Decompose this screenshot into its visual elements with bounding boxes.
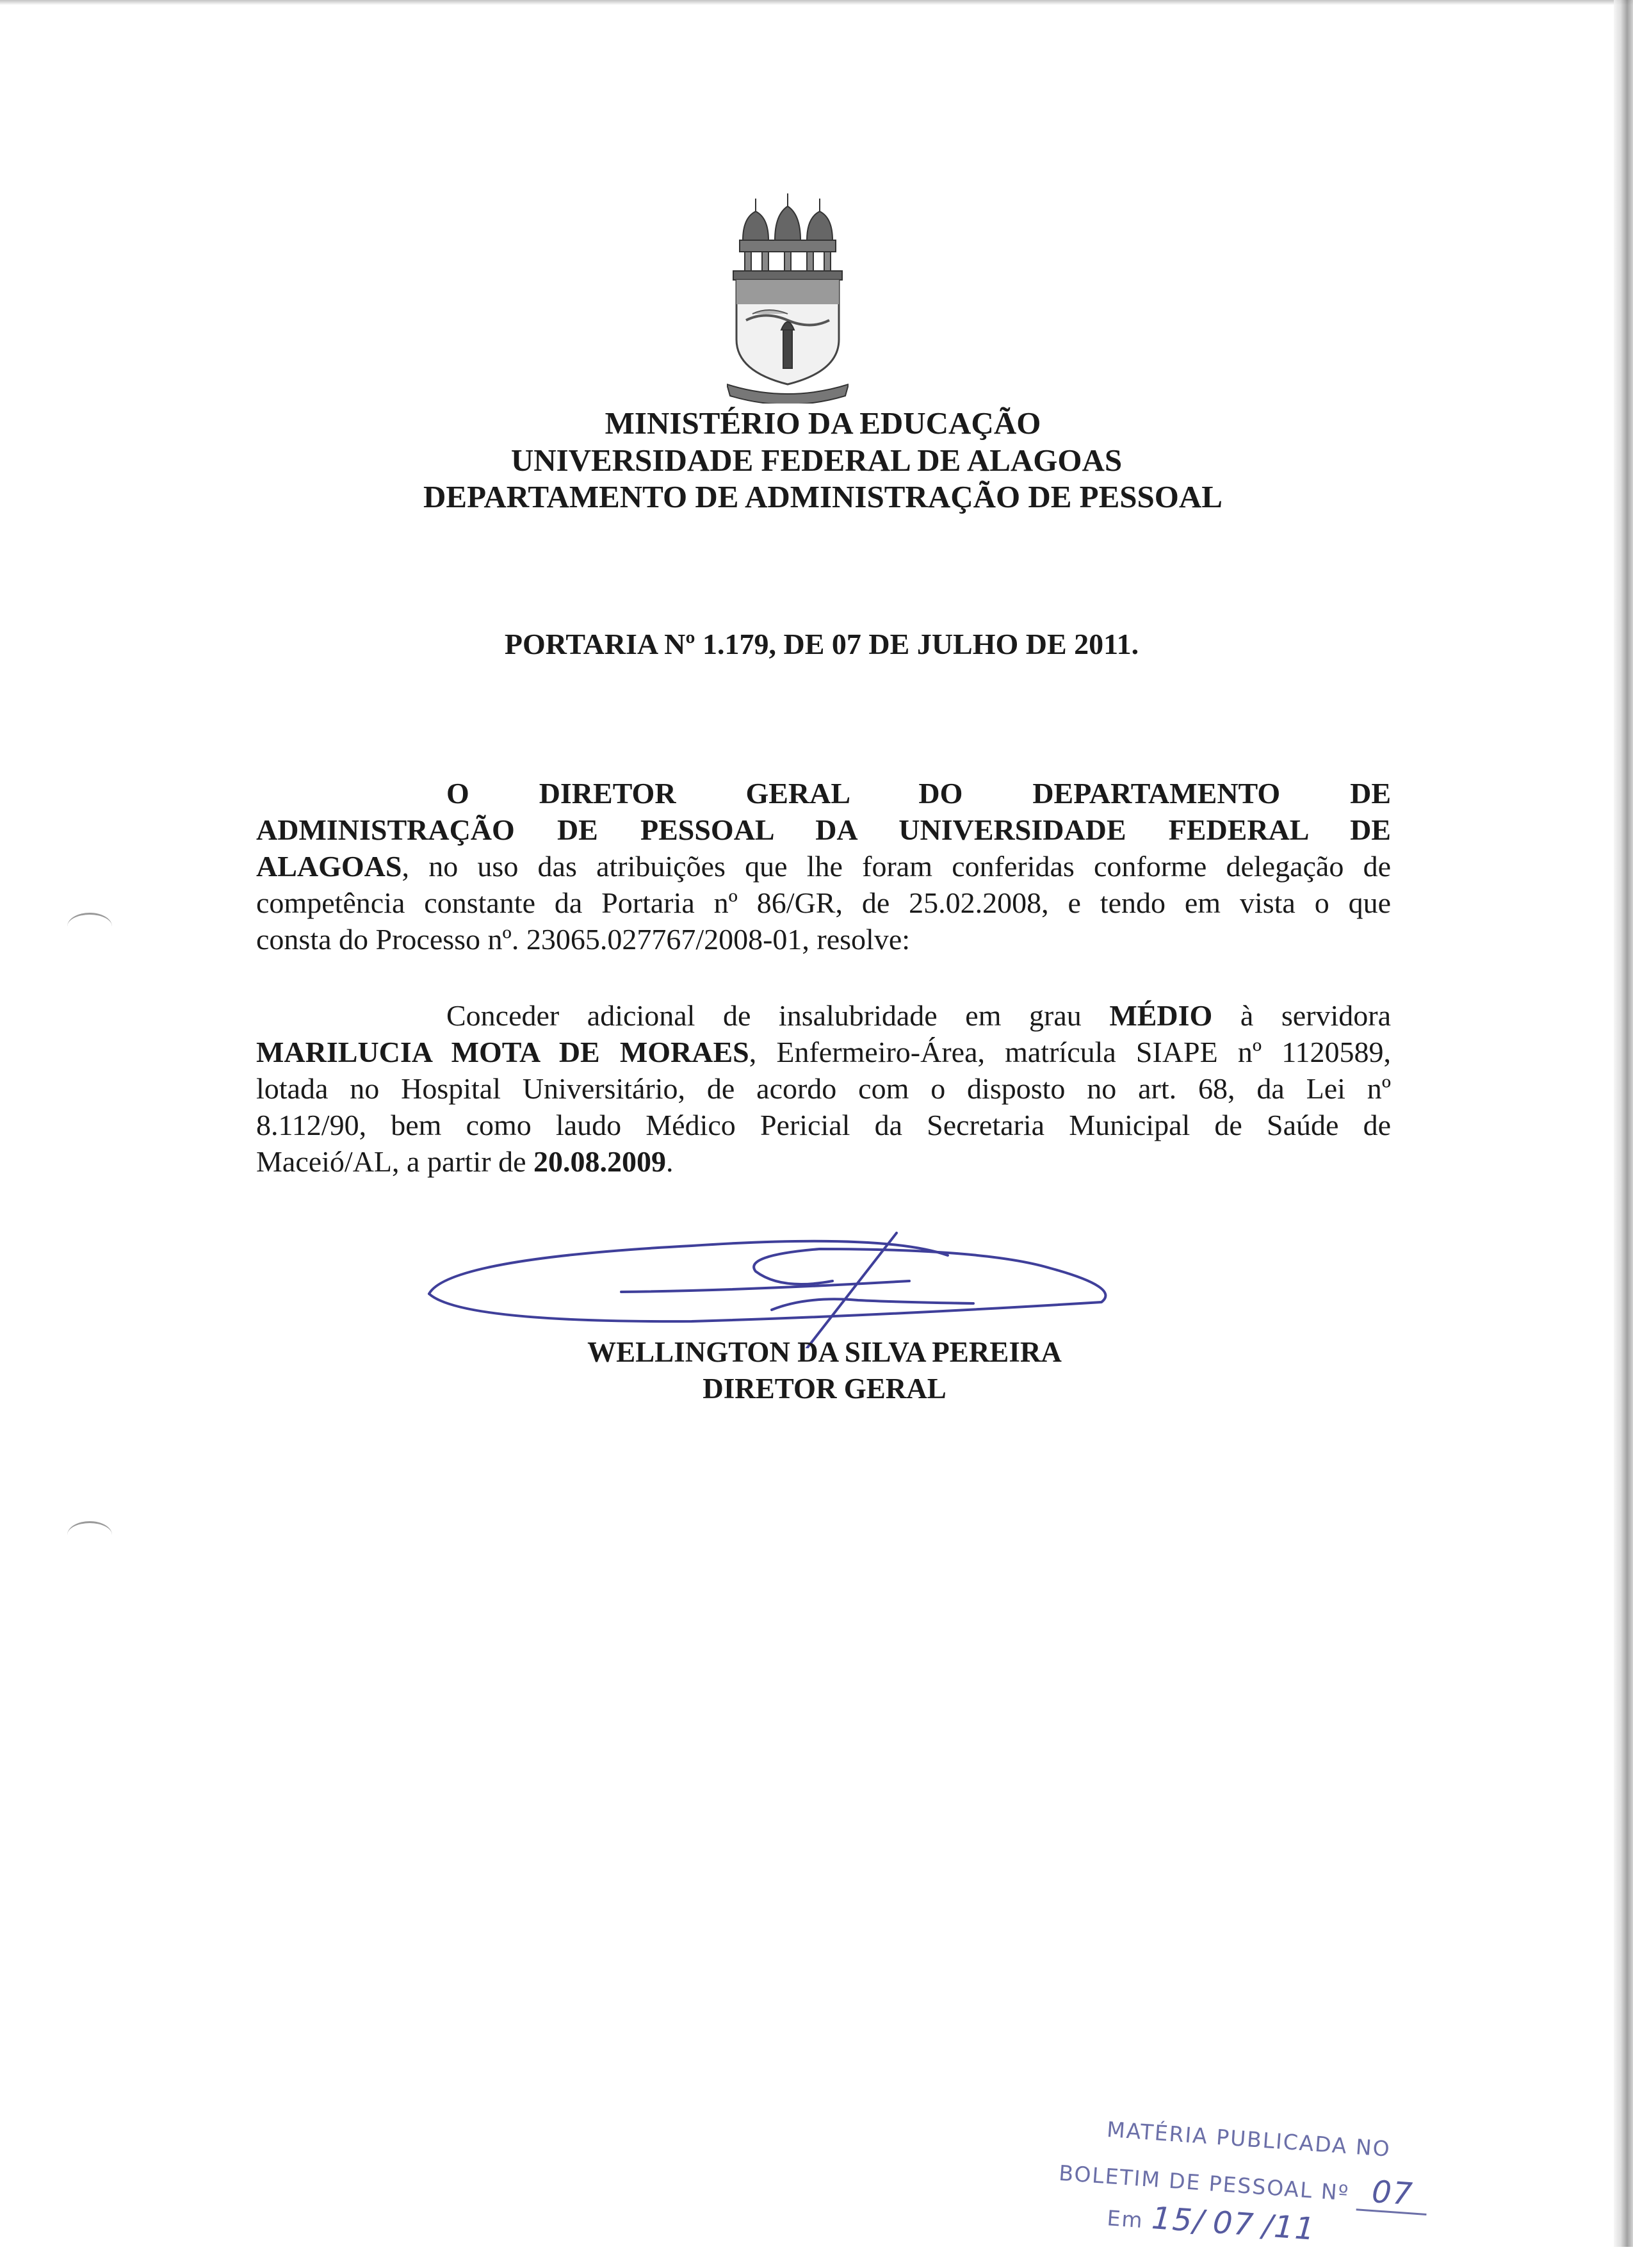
header-university: UNIVERSIDADE FEDERAL DE ALAGOAS xyxy=(510,443,1123,478)
text-span: , no uso das atribuições que lhe foram conferidas conforme delegação de xyxy=(402,850,1391,883)
bold-text: MARILUCIA MOTA DE MORAES xyxy=(256,1036,749,1068)
stamp-date-month: 07 xyxy=(1212,2204,1256,2244)
stamp-line-1: MATÉRIA PUBLICADA NO xyxy=(1106,2116,1392,2162)
text-span: , Enfermeiro-Área, matrícula SIAPE nº 1120589, xyxy=(749,1036,1391,1068)
paragraph-line xyxy=(256,997,1391,1034)
stamp-date-sep: / xyxy=(1261,2208,1276,2245)
signatory-role: DIRETOR GERAL xyxy=(703,1373,946,1405)
paragraph-line: consta do Processo nº. 23065.027767/2008-01, resolve: xyxy=(256,923,911,956)
bold-text: 20.08.2009 xyxy=(533,1145,666,1178)
paragraph-line: 8.112/90, bem como laudo Médico Pericial da Secretaria Municipal de Saúde de xyxy=(256,1109,1391,1141)
paragraph-line xyxy=(256,848,1391,885)
paragraph-line: ADMINISTRAÇÃO DE PESSOAL DA UNIVERSIDADE FEDERAL DE xyxy=(256,813,1391,846)
portaria-title: PORTARIA Nº 1.179, DE 07 DE JULHO DE 2011. xyxy=(504,628,1139,660)
university-crest-icon xyxy=(727,192,849,404)
text-span: à servidora xyxy=(1212,999,1391,1032)
bold-text: ALAGOAS xyxy=(256,850,402,883)
paragraph-line xyxy=(256,1143,1391,1180)
header-ministry: MINISTÉRIO DA EDUCAÇÃO xyxy=(605,405,1041,441)
text-word: GERAL xyxy=(745,777,849,810)
text-word: DE xyxy=(1350,777,1391,810)
stamp-date-year: 11 xyxy=(1272,2208,1317,2248)
paragraph-preamble xyxy=(256,775,1391,958)
scan-edge-top xyxy=(0,0,1633,5)
text-word: DEPARTAMENTO xyxy=(1032,777,1281,810)
stamp-date-sep: / xyxy=(1192,2203,1206,2240)
bold-text: MÉDIO xyxy=(1109,999,1213,1032)
stamp-label: Em xyxy=(1106,2205,1145,2233)
text-span: Maceió/AL, a partir de xyxy=(256,1145,533,1178)
text-word: DO xyxy=(918,777,963,810)
paragraph-line xyxy=(256,775,1391,812)
stamp-bulletin-number: 07 xyxy=(1356,2173,1429,2215)
publication-stamp xyxy=(1054,2114,1446,2268)
signatory-name: WELLINGTON DA SILVA PEREIRA xyxy=(587,1336,1062,1368)
paragraph-line: competência constante da Portaria nº 86/GR, de 25.02.2008, e tendo em vista o que xyxy=(256,886,1391,919)
paragraph-resolution xyxy=(256,997,1391,1180)
header-department: DEPARTAMENTO DE ADMINISTRAÇÃO DE PESSOAL xyxy=(423,479,1223,514)
paragraph-line: lotada no Hospital Universitário, de acordo com o disposto no art. 68, da Lei nº xyxy=(256,1072,1391,1105)
paragraph-line xyxy=(256,1034,1391,1070)
punch-hole-mark xyxy=(67,1521,112,1549)
text-word: DIRETOR xyxy=(539,777,676,810)
punch-hole-mark xyxy=(67,913,112,940)
stamp-label: BOLETIM DE PESSOAL Nº xyxy=(1058,2160,1351,2206)
text-span: Conceder adicional de insalubridade em grau xyxy=(446,999,1110,1032)
scan-edge-right xyxy=(1614,0,1633,2247)
text-word: O xyxy=(446,777,469,810)
stamp-date-day: 15 xyxy=(1150,2200,1195,2239)
handwritten-signature xyxy=(423,1220,1127,1348)
text-span: . xyxy=(665,1145,674,1178)
